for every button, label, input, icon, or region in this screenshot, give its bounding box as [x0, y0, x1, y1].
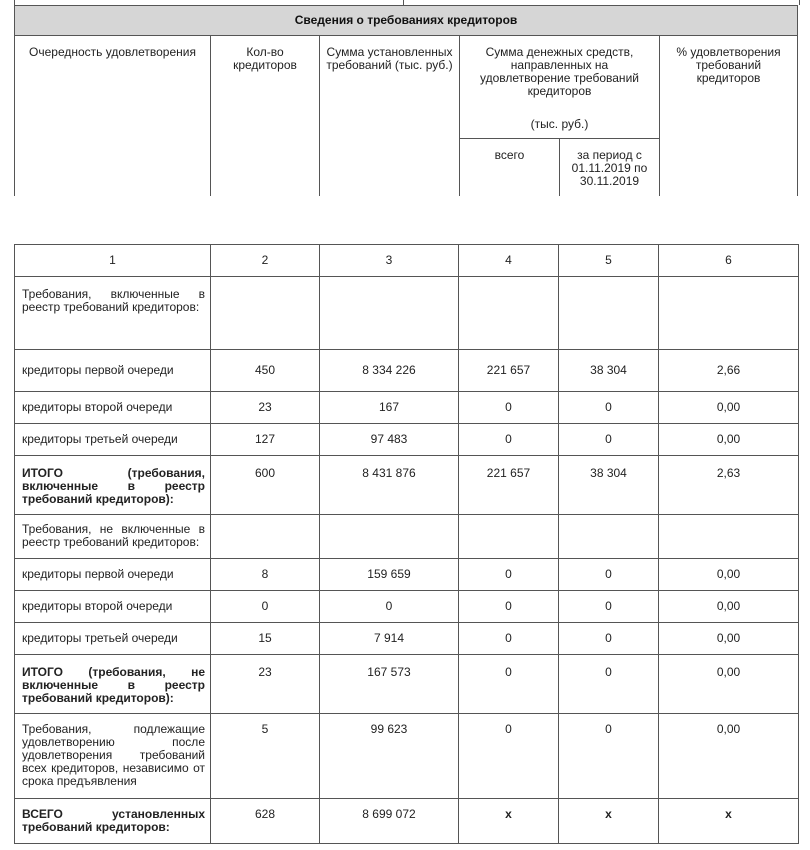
- cell-percent: x: [659, 799, 799, 844]
- table-row: [15, 392, 799, 424]
- cell-sum: 8 431 876: [320, 456, 459, 515]
- column-number: 1: [15, 245, 211, 277]
- cell-total: [459, 515, 559, 559]
- header-col-count: Кол-во кредиторов: [233, 45, 297, 72]
- column-number: 5: [559, 245, 659, 277]
- section-title: Сведения о требованиях кредиторов: [14, 5, 798, 36]
- header-subdivider: [459, 138, 660, 139]
- cell-total: 0: [459, 559, 559, 591]
- column-number: 2: [211, 245, 320, 277]
- cell-total: x: [459, 799, 559, 844]
- row-label: кредиторы третьей очереди: [15, 623, 211, 655]
- cell-sum: 8 334 226: [320, 350, 459, 392]
- table-row: [15, 424, 799, 456]
- cell-percent: 0,00: [659, 623, 799, 655]
- cell-period: 0: [559, 655, 659, 714]
- cell-period: 0: [559, 714, 659, 799]
- row-label: кредиторы второй очереди: [15, 392, 211, 424]
- cell-total: 221 657: [459, 456, 559, 515]
- cell-count: 15: [211, 623, 320, 655]
- table-row: [15, 515, 799, 559]
- cell-total: 0: [459, 392, 559, 424]
- header-col-sum: Сумма установленных требований (тыс. руб.): [326, 45, 453, 72]
- cell-sum: 167: [320, 392, 459, 424]
- cell-period: 0: [559, 623, 659, 655]
- cell-count: 127: [211, 424, 320, 456]
- creditors-table: [14, 244, 799, 844]
- cell-percent: 0,00: [659, 591, 799, 623]
- cell-total: 0: [459, 424, 559, 456]
- column-number: 4: [459, 245, 559, 277]
- cell-count: 23: [211, 655, 320, 714]
- cell-percent: 0,00: [659, 714, 799, 799]
- cell-count: [211, 515, 320, 559]
- table-row: [15, 350, 799, 392]
- row-label: ИТОГО (требования, включенные в реестр требований кредиторов):: [22, 466, 205, 506]
- cell-count: 450: [211, 350, 320, 392]
- cell-period: x: [559, 799, 659, 844]
- cell-count: 0: [211, 591, 320, 623]
- cell-sum: [320, 277, 459, 350]
- cell-period: 0: [559, 424, 659, 456]
- header-col-percent: % удовлетворения требований кредиторов: [676, 45, 781, 85]
- table-row: [15, 559, 799, 591]
- cell-percent: 2,63: [659, 456, 799, 515]
- row-label: ИТОГО (требования, не включенные в реестр требований кредиторов):: [22, 665, 205, 705]
- header-border-right: [797, 36, 798, 196]
- header-col-funds-unit: (тыс. руб.): [530, 117, 589, 131]
- cell-count: 23: [211, 392, 320, 424]
- cell-total: 221 657: [459, 350, 559, 392]
- cell-count: [211, 277, 320, 350]
- cell-sum: 97 483: [320, 424, 459, 456]
- table-row: [15, 623, 799, 655]
- table-row: [15, 714, 799, 799]
- header-col-funds-period: за период с 01.11.2019 по 30.11.2019: [571, 148, 648, 188]
- cell-period: 38 304: [559, 350, 659, 392]
- table-row: [15, 591, 799, 623]
- cell-period: 0: [559, 559, 659, 591]
- cell-period: 38 304: [559, 456, 659, 515]
- row-label: кредиторы первой очереди: [15, 350, 211, 392]
- header-col-funds: Сумма денежных средств, направленных на удовлетворение требований кредиторов: [480, 45, 639, 98]
- table-row-total: [15, 456, 799, 515]
- column-number: 6: [659, 245, 799, 277]
- cell-percent: 0,00: [659, 392, 799, 424]
- cell-sum: 167 573: [320, 655, 459, 714]
- cell-sum: 7 914: [320, 623, 459, 655]
- header-col-funds-total: всего: [494, 148, 525, 162]
- table-row: [15, 277, 799, 350]
- table-row-total: [15, 655, 799, 714]
- column-number-row: [15, 245, 799, 277]
- cell-percent: 0,00: [659, 424, 799, 456]
- cell-total: [459, 277, 559, 350]
- cell-percent: 2,66: [659, 350, 799, 392]
- row-label: Требования, не включенные в реестр требований кредиторов:: [22, 522, 205, 549]
- cell-sum: 0: [320, 591, 459, 623]
- cell-sum: 99 623: [320, 714, 459, 799]
- cell-sum: 8 699 072: [320, 799, 459, 844]
- cell-count: 600: [211, 456, 320, 515]
- row-label: кредиторы третьей очереди: [15, 424, 211, 456]
- row-label: кредиторы первой очереди: [15, 559, 211, 591]
- row-label: ВСЕГО установленных требований кредиторов:: [22, 807, 205, 834]
- cell-percent: 0,00: [659, 655, 799, 714]
- cell-total: 0: [459, 655, 559, 714]
- column-number: 3: [320, 245, 459, 277]
- cell-period: [559, 277, 659, 350]
- cell-period: 0: [559, 392, 659, 424]
- cell-percent: [659, 515, 799, 559]
- cell-period: [559, 515, 659, 559]
- cell-count: 628: [211, 799, 320, 844]
- cell-count: 8: [211, 559, 320, 591]
- cell-percent: [659, 277, 799, 350]
- cell-percent: 0,00: [659, 559, 799, 591]
- row-label: кредиторы второй очереди: [15, 591, 211, 623]
- cell-count: 5: [211, 714, 320, 799]
- cell-period: 0: [559, 591, 659, 623]
- cell-total: 0: [459, 623, 559, 655]
- cell-total: 0: [459, 714, 559, 799]
- table-row-grand-total: [15, 799, 799, 844]
- row-label: Требования, включенные в реестр требований кредиторов:: [22, 287, 205, 314]
- cell-sum: 159 659: [320, 559, 459, 591]
- cell-total: 0: [459, 591, 559, 623]
- cell-sum: [320, 515, 459, 559]
- header-col-order: Очередность удовлетворения: [29, 45, 196, 59]
- row-label: Требования, подлежащие удовлетворению после удовлетворения требований всех кредиторов, независимо от срока предъявления: [22, 722, 205, 788]
